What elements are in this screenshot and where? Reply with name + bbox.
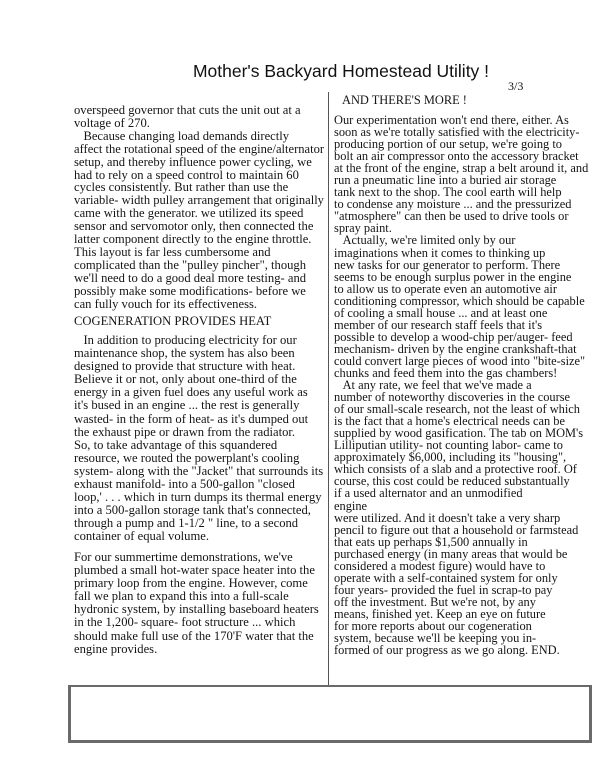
text-line: imaginations when it comes to thinking up (334, 245, 546, 260)
text-line: new tasks for our generator to perform. There (334, 257, 561, 272)
text-line: designed to provide that structure with heat. (74, 359, 296, 374)
text-line: supplied by wood gasification. The tab on MOM's (334, 426, 584, 441)
section-heading-more: AND THERE'S MORE ! (342, 93, 467, 107)
text-line: system, because we'll be keeping you in- (334, 631, 537, 646)
left-column-summertime-paragraph (74, 551, 319, 656)
text-line: had to rely on a speed control to maintain 60 (74, 167, 299, 182)
text-line: This layout is far less cumbersome and (74, 244, 271, 259)
text-line: In addition to producing electricity for our (74, 333, 297, 347)
text-line: exhaust manifold- into a 500-gallon "closed (74, 477, 295, 492)
text-line: loop,' . . . which in turn dumps its thermal energy (74, 490, 322, 505)
text-line: resource, we routed the powerplant's cooling (74, 450, 300, 465)
text-line: of our small-scale research, not the least of which (334, 402, 580, 417)
right-column-paragraphs (334, 114, 588, 656)
text-line: Believe it or not, only about one-third of the (74, 372, 297, 387)
text-line: to allow us to operate even an automotive air (334, 281, 557, 296)
text-line: fall we plan to expand this into a full-scale (74, 589, 289, 604)
text-line: off the investment. But we're not, by any (334, 594, 536, 609)
text-line: for more reports about our cogeneration (334, 618, 532, 633)
text-line: means, finished yet. Keep an eye on future (334, 606, 546, 621)
text-line: purchased energy (in many areas that would be (334, 546, 568, 561)
text-line: producing portion of our setup, we're going to (334, 137, 562, 152)
text-line: engine (334, 498, 368, 513)
text-line: wasted- in the form of heat- as it's dumped out (74, 411, 309, 426)
section-heading-cogeneration: COGENERATION PROVIDES HEAT (74, 314, 272, 328)
page-number: 3/3 (508, 79, 524, 93)
text-line: is the fact that a home's electrical needs can be (334, 414, 566, 429)
text-line: in the 1,200- square- foot structure ... which (74, 615, 296, 630)
text-line: we'll need to do a good deal more testing- and (74, 270, 307, 285)
text-line: So, to take advantage of this squandered (74, 437, 278, 452)
text-line: "atmosphere" can then be used to drive tools or (334, 209, 569, 224)
left-column-paragraphs (74, 104, 325, 311)
text-line: chunks and feed them into the gas chambers! (334, 365, 558, 380)
text-line: member of our research staff feels that it's (334, 317, 543, 332)
text-line: were utilized. And it doesn't take a very sharp (334, 510, 561, 525)
text-line: to condense any moisture ... and the pressurized (334, 197, 572, 212)
text-line: that eats up perhaps $1,500 annually in (334, 534, 528, 549)
text-line: four years- provided the fuel in scrap-to pay (334, 582, 553, 597)
text-line: Because changing load demands directly (74, 128, 290, 143)
text-line: cycles consistently. But rather than use the (74, 180, 289, 195)
text-line: For our summertime demonstrations, we've (74, 550, 293, 564)
text-line: maintenance shop, the system has also been (74, 346, 295, 361)
text-line: through a pump and 1-1/2 " line, to a second (74, 516, 299, 531)
page-title: Mother's Backyard Homestead Utility ! (192, 61, 490, 81)
text-line: number of noteworthy discoveries in the course (334, 390, 571, 405)
text-line: hydronic system, by installing baseboard heaters (74, 602, 319, 617)
text-line: can fully vouch for its effectiveness. (74, 296, 258, 311)
text-line: mechanism- driven by the engine crankshaft-that (334, 341, 577, 356)
text-line: Lilliputian utility- not counting labor- came to (334, 438, 563, 453)
text-line: system- along with the "Jacket" that surrounds its (74, 463, 324, 478)
text-line: at the front of the engine, strap a belt around it, and (334, 161, 589, 176)
text-line: sensor and servomotor only, then connected the (74, 219, 314, 234)
text-line: the exhaust pipe or drawn from the radiator. (74, 424, 296, 439)
text-line: approximately $6,000, including its "housing", (334, 450, 567, 465)
column-divider (328, 92, 329, 687)
text-line: Our experimentation won't end there, either. As (334, 113, 569, 127)
text-line: complicated than the "pulley pincher", though (74, 257, 307, 272)
text-line: At any rate, we feel that we've made a (334, 378, 532, 393)
text-line: course, this cost could be reduced substantually (334, 474, 570, 489)
text-line: overspeed governor that cuts the unit out at a (74, 103, 301, 117)
text-line: bolt an air compressor onto the accessory bracket (334, 149, 579, 164)
text-line: seems to be enough surplus power in the engine (334, 269, 572, 284)
text-line: pencil to figure out that a household or farmstead (334, 522, 579, 537)
text-line: voltage of 270. (74, 115, 150, 130)
text-line: spray paint. (334, 221, 392, 236)
text-line: conditioning compressor, which should be capable (334, 293, 585, 308)
text-line: primary loop from the engine. However, come (74, 576, 308, 591)
text-line: engine provides. (74, 641, 158, 656)
text-line: setup, and thereby influence power cycling, we (74, 154, 312, 169)
text-line: came with the generator. we utilized its speed (74, 206, 304, 221)
text-line: which consists of a slab and a protective roof. Of (334, 462, 577, 477)
text-line: energy in a given fuel does any useful work as (74, 385, 308, 400)
text-line: of cooling a small house ... and at least one (334, 305, 548, 320)
text-line: tank next to the shop. The cool earth will help (334, 185, 562, 200)
text-line: Actually, we're limited only by our (334, 233, 516, 248)
text-line: affect the rotational speed of the engine/alternator (74, 141, 325, 156)
text-line: run a pneumatic line into a buried air storage (334, 173, 557, 188)
text-line: soon as we're totally satisfied with the electricity- (334, 125, 580, 140)
text-line: could convert large pieces of wood into "bite-size" (334, 353, 586, 368)
text-line: plumbed a small hot-water space heater into the (74, 563, 315, 578)
text-line: possible to develop a wood-chip per/auger- feed (334, 329, 573, 344)
text-line: container of equal volume. (74, 529, 209, 544)
text-line: operate with a self-contained system for only (334, 570, 558, 585)
text-line: formed of our progress as we go along. END. (334, 643, 560, 658)
left-column-cogeneration-paragraph (74, 334, 323, 544)
text-line: latter component directly to the engine throttle. (74, 232, 312, 247)
empty-bordered-box (68, 685, 592, 743)
text-line: should make full use of the 170'F water that the (74, 628, 314, 643)
text-line: it's bused in an engine ... the rest is generally (74, 398, 300, 413)
text-line: possibly make some modifications- before we (74, 283, 306, 298)
text-line: into a 500-gallon storage tank that's connected, (74, 503, 311, 518)
text-line: variable- width pulley arrangement that originally (74, 193, 324, 208)
text-line: considered a modest figure) would have to (334, 558, 546, 573)
text-line: if a used alternator and an unmodified (334, 486, 523, 501)
